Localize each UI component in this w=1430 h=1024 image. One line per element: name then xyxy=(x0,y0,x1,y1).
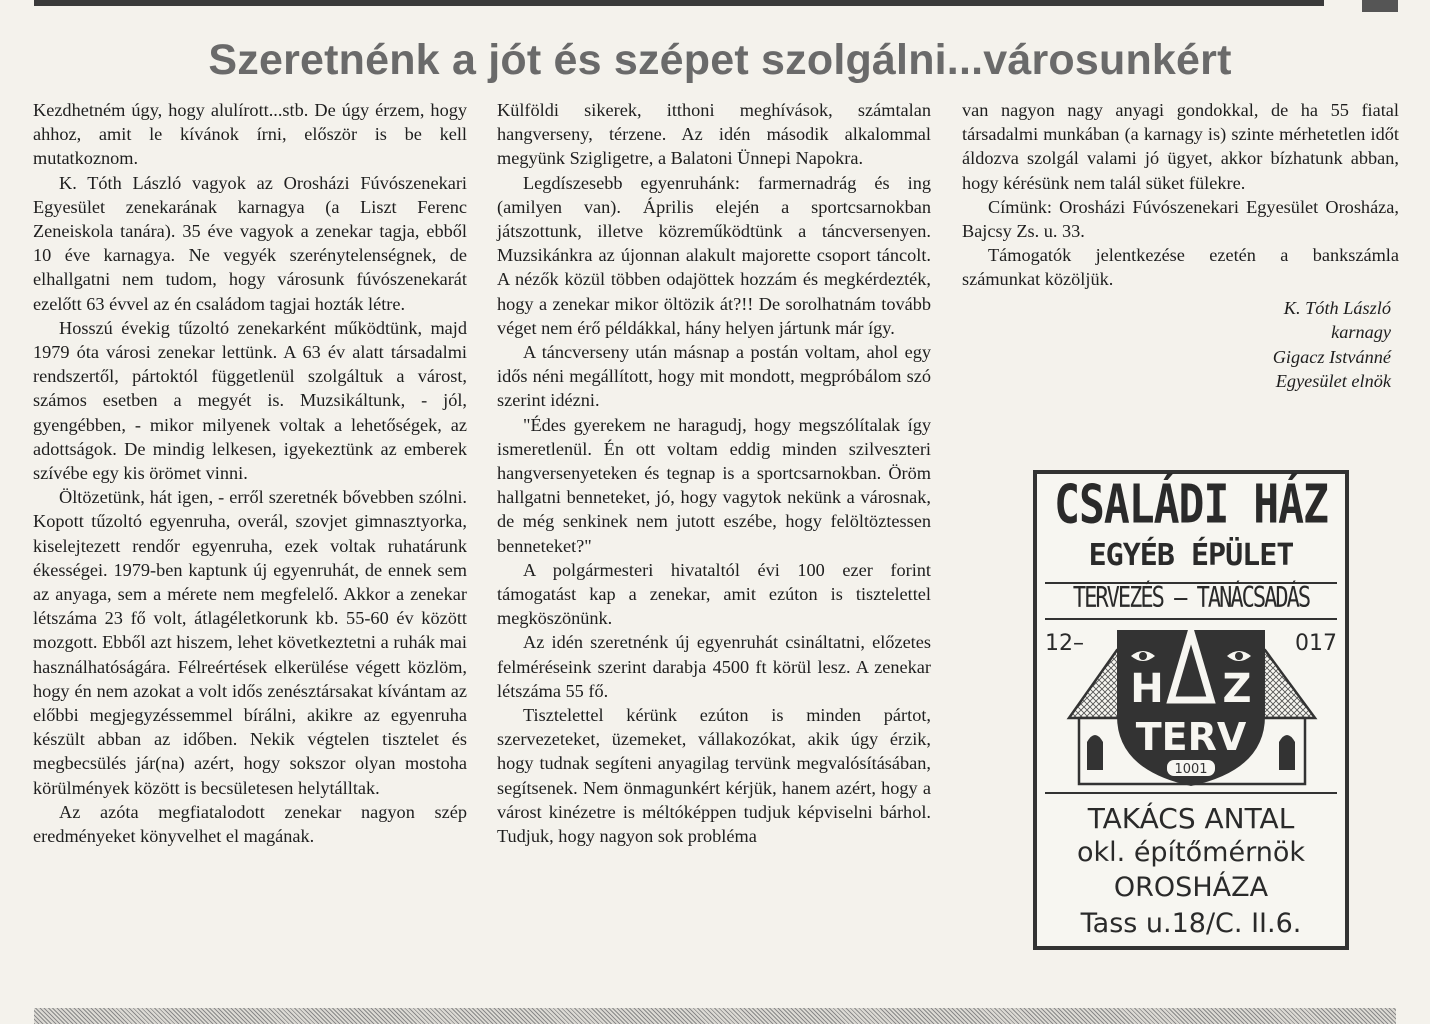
top-rule xyxy=(34,0,1324,6)
haz-terv-logo xyxy=(1039,620,1343,790)
signature-name-1: K. Tóth László xyxy=(1283,297,1391,318)
ad-line-house: CSALÁDI HÁZ xyxy=(1054,473,1328,537)
paragraph: Legdíszesebb egyenruhánk: farmernadrág és ing (amilyen van). Április elején a sportcsarnokban játszottunk, illetve közreműködtünk a táncversenyen. Muzsikánkra az újonnan alakult majorette csoport táncolt. A nézők közül többen odajöttek hozzám és megkérdezték, hogy a zenekar mikor öltözik át?!! De sorolhatnám tovább véget nem érő példákkal, hány helyen jártunk már így. xyxy=(497,172,931,338)
ad-line-building: EGYÉB ÉPÜLET xyxy=(1088,538,1294,573)
signature-block xyxy=(962,296,1399,394)
paragraph: Öltözetünk, hát igen, - erről szeretnék bővebben szólni. Kopott tűzoltó egyenruha, overál, szovjet gimnasztyorka, kiselejtezett rendőr egyenruha, ezek voltak ruhatárunk ékességei. 1979-ben kaptunk új egyenruhát, de ennek sem az anyaga, sem a mérete nem megfelelő. Akkor a zenekar létszáma 23 fő volt, átlagéletkorunk kb. 55-60 év között mozgott. Ebből azt hiszem, lehet következtetni a ruhák mai használhatóságára. Félreértések elkerülése végett közlöm, hogy én nem azokat a volt idős zenésztársakat kívántam az előbbi megjegyzéssemmel bírálni, akikre az egyenruha készült abban az időben. Nekik végtelen tisztelet és megbecsülés jár(na) azért, hogy sokszor olyan mostoha körülmények között is becsületesen helytálltak. xyxy=(33,487,467,798)
paragraph: Kezdhetném úgy, hogy alulírott...stb. De úgy érzem, hogy ahhoz, amit le kívánok írni, először is be kell mutatkoznom. xyxy=(33,100,467,169)
headline: Szeretnénk a jót és szépet szolgálni...városunkért xyxy=(208,36,1232,84)
phone-left: 12– xyxy=(1045,631,1084,656)
paragraph: Címünk: Orosházi Fúvószenekari Egyesület Orosháza, Bajcsy Zs. u. 33. xyxy=(962,196,1399,242)
paragraph: "Édes gyerekem ne haragudj, hogy megszólítalak így ismeretlenül. Én ott voltam eddig minden szilveszteri hangversenyeteken és tegnap is a sportcsarnokban. Öröm hallgatni benneteket, jó, hogy vagytok nekünk a városnak, de még senkinek nem jutott eszébe, hogy felöltöztessen benneteket?" xyxy=(497,414,931,556)
article-column-3 xyxy=(962,98,1399,394)
paragraph: K. Tóth László vagyok az Orosházi Fúvószenekari Egyesület zenekarának karnagya (a Liszt Ferenc Zeneiskola tanára). 35 éve vagyok a zenekar tagja, ebből 10 éve karnagya. Ne vegyék szerénytelenségnek, de elhallgatni nem tudom, hogy városunk fúvószenekarát ezelőtt 63 évvel az én családom tagjai hozták létre. xyxy=(33,172,467,314)
paragraph: van nagyon nagy anyagi gondokkal, de ha 55 fiatal társadalmi munkában (a karnagy is) szinte mérhetetlen időt áldozva szolgál valami jó ügyet, akkor bízhatunk abban, hogy kérésünk nem talál süket fülekre. xyxy=(962,100,1399,193)
logo-letter-h: H xyxy=(1130,666,1164,712)
paragraph: A polgármesteri hivataltól évi 100 ezer forint támogatást kap a zenekar, amit ezúton is tisztelettel megköszönünk. xyxy=(497,559,931,629)
paragraph: A táncverseny után másnap a postán voltam, ahol egy idős néni megállított, hogy mit mondott, megpróbálom szó szerint idézni. xyxy=(497,342,931,411)
signature-name-2: Gigacz Istvánné xyxy=(1272,346,1391,367)
corner-block xyxy=(1362,0,1398,12)
logo-word-terv: TERV xyxy=(1135,715,1247,759)
ad-city: OROSHÁZA xyxy=(1113,872,1269,903)
paragraph: Az idén szeretnénk új egyenruhát csináltatni, előzetes felméréseink szerint darabja 4500 ft körül lesz. A zenekar létszáma 55 fő. xyxy=(497,632,931,701)
paragraph: Külföldi sikerek, itthoni meghívások, számtalan hangverseny, térzene. Az idén második alkalommal megyünk Szigligetre, a Balatoni Ünnepi Napokra. xyxy=(497,100,931,169)
signature-role-1: karnagy xyxy=(1331,322,1391,343)
paragraph: Támogatók jelentkezése ezetén a bankszámla számunkat közöljük. xyxy=(962,245,1399,290)
paragraph: Az azóta megfiatalodott zenekar nagyon szép eredményeket könyvelhet el magának. xyxy=(33,801,467,847)
paragraph: Hosszú évekig tűzoltó zenekarként működtünk, majd 1979 óta városi zenekar lettünk. A 63 év alatt társadalmi rendszertől, pártoktól függetlenül szolgáltuk a várost, számos esetben a megyét is. Muzsikáltunk, - jól, gyengébben, - mikor milyenek voltak a lehetőségek, az adottságok. De mindig lelkesen, igyekeztünk az emberek szívébe egy kis örömet vinni. xyxy=(33,317,467,484)
ad-divider xyxy=(1045,792,1337,794)
article-column-1 xyxy=(33,98,467,848)
signature-role-2: Egyesület elnök xyxy=(1275,371,1391,392)
logo-year: 1001 xyxy=(1174,762,1208,777)
advertisement-box xyxy=(1033,470,1349,950)
paragraph: Tisztelettel kérünk ezúton is minden pártot, szervezeteket, üzemeket, vállakozókat, akik úgy érzik, hogy tudnak segíteni anyagilag tervünk megvalósításában, segítsenek. Nem önmagunkért kérjük, hanem azért, hogy a várost kinézetre is méltóképpen tudjuk képviselni bárhol. Tudjuk, hogy nagyon sok probléma xyxy=(497,705,931,847)
window-left-icon xyxy=(1087,735,1103,770)
logo-letter-z: Z xyxy=(1222,666,1252,712)
ad-title: okl. építőmérnök xyxy=(1077,837,1305,868)
article-column-2 xyxy=(497,98,931,848)
ad-address: Tass u.18/C. II.6. xyxy=(1080,908,1302,939)
bottom-hatched-band xyxy=(34,1008,1396,1024)
window-right-icon xyxy=(1279,735,1295,770)
ad-name: TAKÁCS ANTAL xyxy=(1087,802,1295,835)
phone-right: 017 xyxy=(1295,631,1337,656)
ad-line-services: TERVEZÉS – TANÁCSADÁS xyxy=(1072,582,1310,615)
